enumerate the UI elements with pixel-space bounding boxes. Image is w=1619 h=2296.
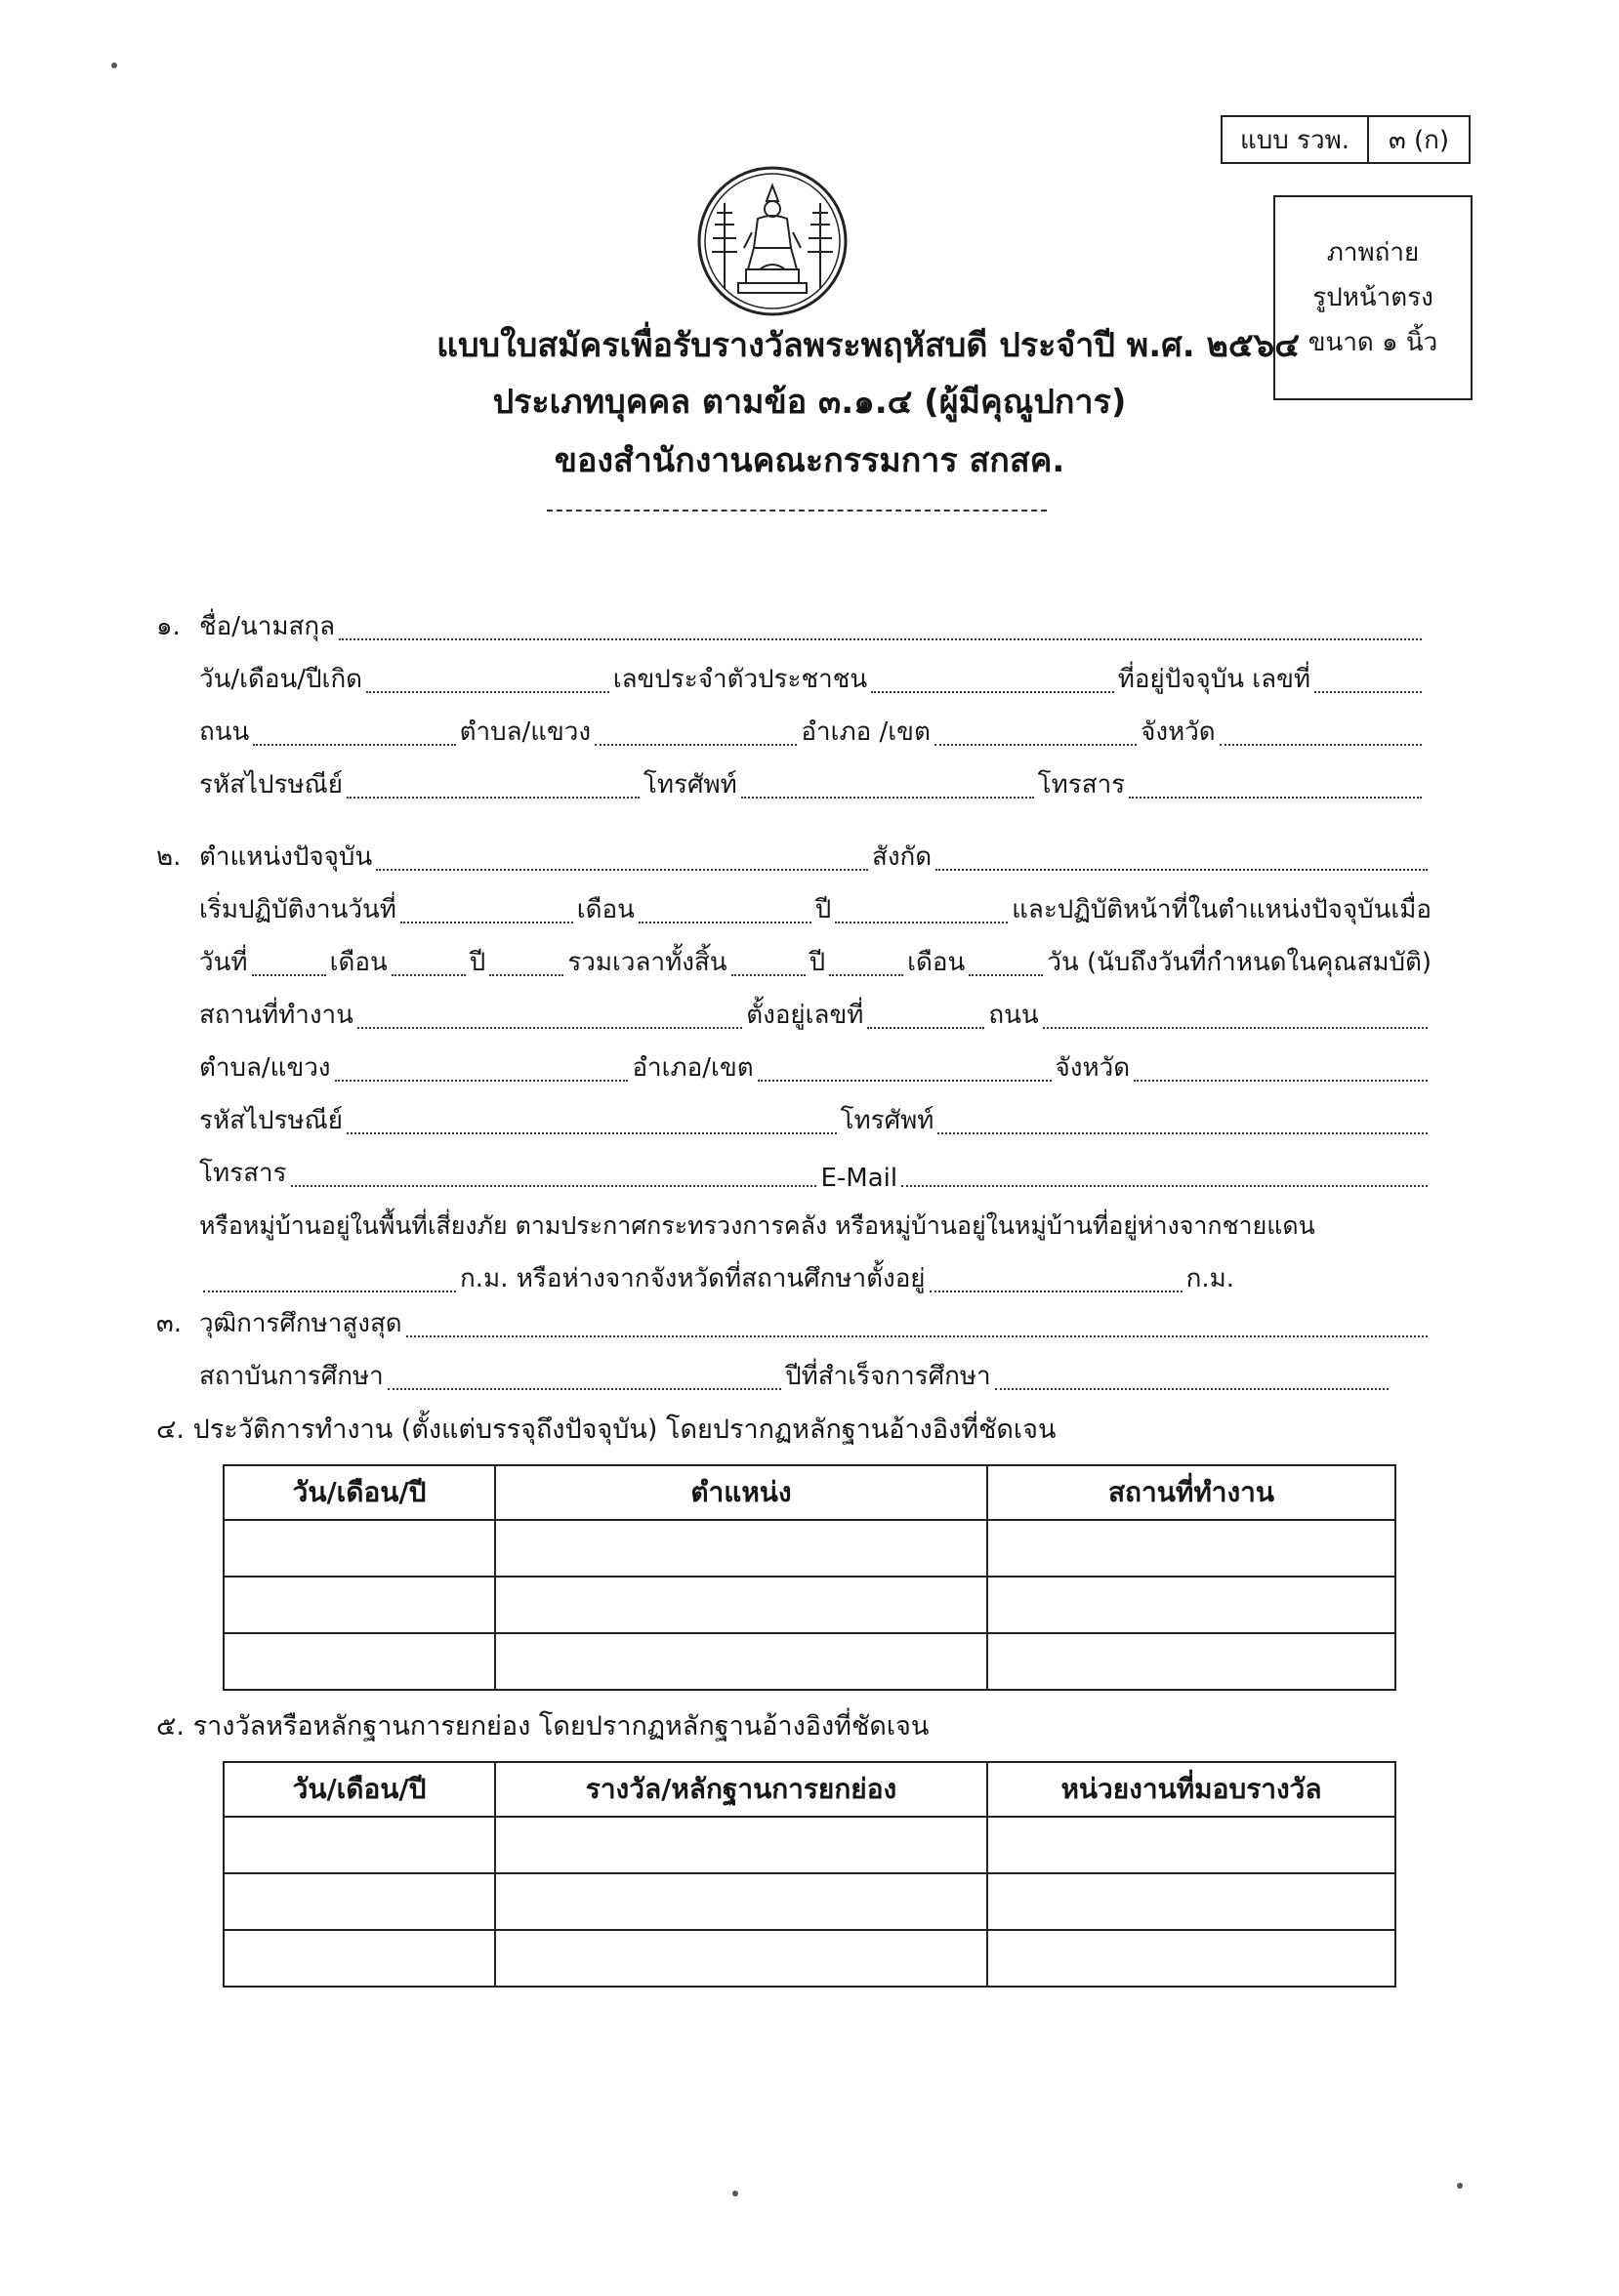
table-cell[interactable]: [987, 1930, 1395, 1987]
table-row: [224, 1817, 1395, 1873]
emblem-seal-icon: [695, 164, 850, 318]
year-label: ปี: [809, 948, 826, 977]
total-months-field[interactable]: [829, 974, 903, 976]
year-label: ปี: [469, 948, 486, 977]
month-label: เดือน: [576, 895, 635, 924]
title-divider: [547, 510, 1047, 512]
phone-label: โทรศัพท์: [840, 1106, 934, 1135]
km-label: ก.ม.: [1185, 1264, 1235, 1293]
section2-contact-line: [199, 1099, 1432, 1142]
table-cell[interactable]: [495, 1930, 987, 1987]
table-cell[interactable]: [495, 1633, 987, 1690]
awards-table: [223, 1761, 1396, 1988]
institution-field[interactable]: [388, 1388, 781, 1390]
form-code-box: [1221, 115, 1471, 164]
start-year-field[interactable]: [835, 922, 1008, 923]
table-cell[interactable]: [495, 1577, 987, 1633]
section1-name-line: [156, 605, 1426, 648]
fax-label: โทรสาร: [1037, 770, 1126, 800]
district-label: อำเภอ /เขต: [801, 718, 931, 747]
table-row: [224, 1520, 1395, 1577]
province-field[interactable]: [1134, 1080, 1428, 1082]
table-row: [224, 1633, 1395, 1690]
year-label: ปี: [814, 895, 832, 924]
column-header: สถานที่ทำงาน: [987, 1465, 1395, 1520]
section2-fax-line: [199, 1152, 1432, 1195]
scan-speck: [732, 2191, 738, 2196]
table-cell[interactable]: [224, 1633, 495, 1690]
year-field[interactable]: [489, 974, 563, 976]
grad-year-field[interactable]: [995, 1388, 1389, 1390]
photo-box-line: ขนาด ๑ นิ้ว: [1308, 328, 1438, 357]
institution-label: สถาบันการศึกษา: [199, 1362, 384, 1391]
form-code-label: แบบ รวพ.: [1223, 117, 1369, 162]
section1-contact-line: [199, 763, 1426, 806]
table-cell[interactable]: [987, 1633, 1395, 1690]
province-distance-field[interactable]: [930, 1291, 1183, 1292]
workplace-field[interactable]: [357, 1027, 742, 1029]
table-cell[interactable]: [224, 1520, 495, 1577]
table-cell[interactable]: [987, 1873, 1395, 1930]
section3-degree-line: [156, 1302, 1432, 1345]
month-field[interactable]: [392, 974, 466, 976]
column-header: วัน/เดือน/ปี: [224, 1465, 495, 1520]
section2-risk-line: [199, 1205, 1449, 1248]
days-note: วัน (นับถึงวันที่กำหนดในคุณสมบัติ): [1047, 948, 1432, 977]
total-days-field[interactable]: [969, 974, 1043, 976]
district-field[interactable]: [758, 1080, 1052, 1082]
phone-field[interactable]: [937, 1132, 1428, 1134]
table-cell[interactable]: [495, 1817, 987, 1873]
section-number: ๒.: [156, 842, 182, 872]
email-field[interactable]: [901, 1185, 1428, 1187]
phone-label: โทรศัพท์: [643, 770, 737, 800]
table-cell[interactable]: [224, 1817, 495, 1873]
fax-field[interactable]: [291, 1185, 817, 1187]
section2-workplace-line: [199, 994, 1432, 1037]
photo-box-line: ภาพถ่าย: [1326, 238, 1420, 267]
table-cell[interactable]: [495, 1520, 987, 1577]
subdistrict-label: ตำบล/แขวง: [459, 718, 592, 747]
start-day-field[interactable]: [400, 922, 573, 923]
column-header: หน่วยงานที่มอบรางวัล: [987, 1762, 1395, 1817]
located-no-field[interactable]: [867, 1027, 984, 1029]
column-header: รางวัล/หลักฐานการยกย่อง: [495, 1762, 987, 1817]
postcode-field[interactable]: [347, 1132, 837, 1134]
section1-address-line: [199, 711, 1426, 754]
id-label: เลขประจำตัวประชาชน: [612, 665, 868, 694]
district-label: อำเภอ/เขต: [632, 1053, 754, 1083]
work-history-table: [223, 1464, 1396, 1691]
postcode-label: รหัสไปรษณีย์: [199, 1106, 344, 1135]
day-label: วันที่: [199, 948, 248, 977]
section2-area-line: [199, 1046, 1432, 1089]
name-field[interactable]: [339, 638, 1422, 640]
table-cell[interactable]: [495, 1873, 987, 1930]
postcode-field[interactable]: [347, 797, 640, 799]
photo-box-line: รูปหน้าตรง: [1312, 283, 1433, 312]
section5-heading: ๕. รางวัลหรือหลักฐานการยกย่อง โดยปรากฏหลักฐานอ้างอิงที่ชัดเจน: [156, 1711, 930, 1742]
table-cell[interactable]: [224, 1873, 495, 1930]
form-title-line3: ของสำนักงานคณะกรรมการ สกสค.: [554, 441, 1065, 480]
fax-field[interactable]: [1129, 797, 1422, 799]
degree-field[interactable]: [406, 1335, 1428, 1337]
road-field[interactable]: [253, 744, 455, 746]
located-no-label: ตั้งอยู่เลขที่: [746, 1001, 864, 1030]
subdistrict-label: ตำบล/แขวง: [199, 1053, 331, 1083]
scan-speck: [111, 62, 117, 68]
start-day-label: เริ่มปฏิบัติงานวันที่: [199, 895, 396, 924]
district-field[interactable]: [934, 744, 1137, 746]
degree-label: วุฒิการศึกษาสูงสุด: [199, 1309, 402, 1338]
month-label: เดือน: [329, 948, 388, 977]
section2-distance-line: [199, 1257, 1234, 1300]
affiliation-label: สังกัด: [871, 842, 933, 872]
form-title-line1: แบบใบสมัครเพื่อรับรางวัลพระพฤหัสบดี ประจำปี พ.ศ. ๒๕๖๔: [436, 326, 1300, 365]
province-field[interactable]: [1220, 744, 1422, 746]
grad-year-label: ปีที่สำเร็จการศึกษา: [785, 1362, 991, 1391]
road-label: ถนน: [988, 1001, 1039, 1030]
province-label: จังหวัด: [1141, 718, 1216, 747]
form-code-number: ๓ (ก): [1388, 125, 1450, 155]
address-no-field[interactable]: [1314, 691, 1422, 693]
name-label: ชื่อ/นามสกุล: [199, 612, 336, 641]
section-number: ๓.: [156, 1309, 183, 1338]
section1-birth-line: [199, 658, 1426, 701]
total-years-field[interactable]: [731, 974, 806, 976]
border-distance-field[interactable]: [203, 1291, 456, 1292]
fax-label: โทรสาร: [199, 1159, 287, 1188]
email-label: E-Mail: [820, 1164, 898, 1193]
section-number: ๑.: [156, 612, 181, 641]
column-header: ตำแหน่ง: [495, 1465, 987, 1520]
subdistrict-field[interactable]: [595, 744, 797, 746]
current-since-label: และปฏิบัติหน้าที่ในตำแหน่งปัจจุบันเมื่อ: [1012, 895, 1432, 924]
province-label: จังหวัด: [1055, 1053, 1131, 1083]
subdistrict-field[interactable]: [335, 1080, 629, 1082]
form-title-line2: ประเภทบุคคล ตามข้อ ๓.๑.๔ (ผู้มีคุณูปการ): [492, 383, 1127, 422]
day-field[interactable]: [252, 974, 326, 976]
address-no-label: ที่อยู่ปัจจุบัน เลขที่: [1117, 665, 1311, 694]
table-row: [224, 1873, 1395, 1930]
section4-heading: ๔. ประวัติการทำงาน (ตั้งแต่บรรจุถึงปัจจุบัน) โดยปรากฏหลักฐานอ้างอิงที่ชัดเจน: [156, 1414, 1057, 1445]
postcode-label: รหัสไปรษณีย์: [199, 770, 344, 800]
table-cell[interactable]: [987, 1817, 1395, 1873]
table-cell[interactable]: [224, 1930, 495, 1987]
table-row: [224, 1577, 1395, 1633]
section3-institution-line: [199, 1355, 1392, 1398]
id-field[interactable]: [871, 691, 1114, 693]
birth-label: วัน/เดือน/ปีเกิด: [199, 665, 363, 694]
table-row: [224, 1930, 1395, 1987]
table-cell[interactable]: [987, 1577, 1395, 1633]
photo-box: [1273, 195, 1473, 400]
section2-start-line: [199, 888, 1432, 931]
road-field[interactable]: [1043, 1027, 1428, 1029]
distance-label: ก.ม. หรือห่างจากจังหวัดที่สถานศึกษาตั้งอยู่: [460, 1264, 926, 1293]
column-header: วัน/เดือน/ปี: [224, 1762, 495, 1817]
section2-position-line: [156, 836, 1432, 879]
table-cell[interactable]: [987, 1520, 1395, 1577]
risk-area-text: หรือหมู่บ้านอยู่ในพื้นที่เสี่ยงภัย ตามประกาศกระทรวงการคลัง หรือหมู่บ้านอยู่ในหมู่บ้านที่อยู่ห่างจากชายแดน: [199, 1211, 1315, 1240]
road-label: ถนน: [199, 718, 250, 747]
position-label: ตำแหน่งปัจจุบัน: [199, 842, 373, 872]
workplace-label: สถานที่ทำงาน: [199, 1001, 353, 1030]
affiliation-field[interactable]: [935, 869, 1428, 871]
total-time-label: รวมเวลาทั้งสิ้น: [567, 948, 727, 977]
month-label: เดือน: [907, 948, 966, 977]
section2-duration-line: [199, 941, 1432, 984]
position-field[interactable]: [376, 869, 868, 871]
phone-field[interactable]: [741, 797, 1034, 799]
table-cell[interactable]: [224, 1577, 495, 1633]
start-month-field[interactable]: [639, 922, 811, 923]
birth-field[interactable]: [366, 691, 609, 693]
scan-speck: [1457, 2183, 1463, 2189]
